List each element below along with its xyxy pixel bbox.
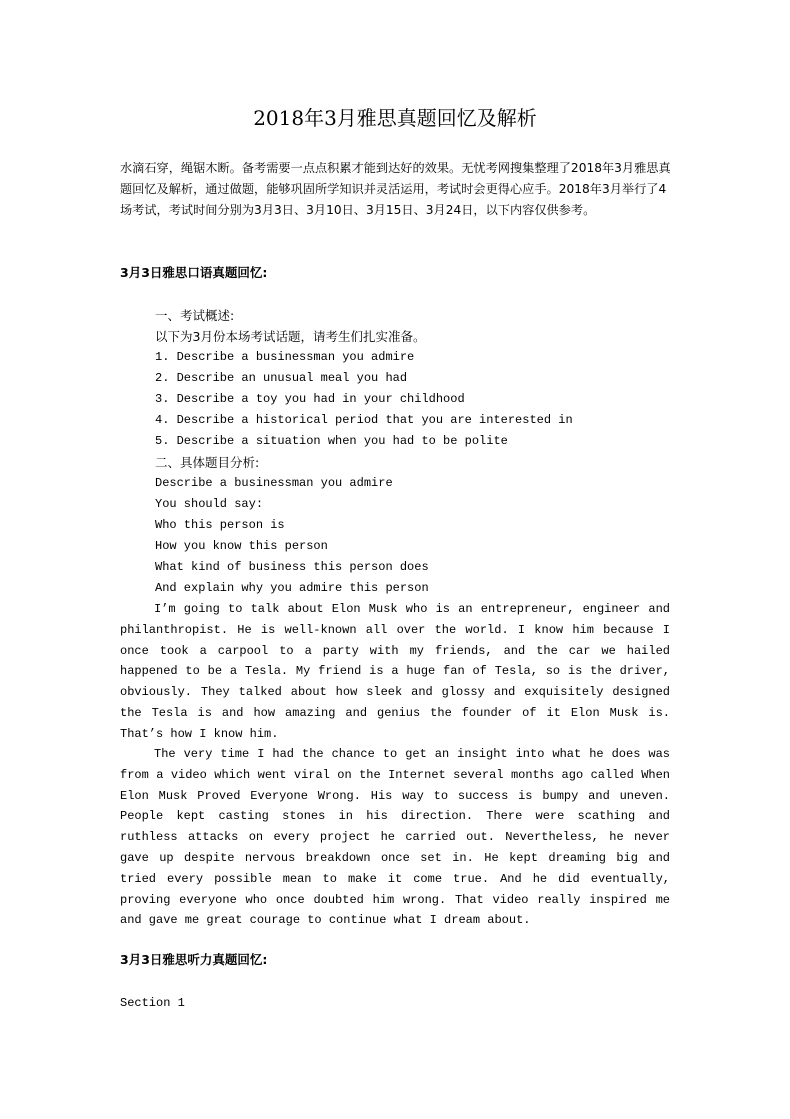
cue-card-line: Describe a businessman you admire xyxy=(155,476,393,490)
listening-heading: 3月3日雅思听力真题回忆: xyxy=(120,952,268,967)
topic-item: 4. Describe a historical period that you are interested in xyxy=(155,413,573,427)
answer-paragraph-2: The very time I had the chance to get an insight into what he does was from a video which went viral on the Internet several months ago called When Elon Musk Proved Everyone Wrong. His way to success is bumpy and uneven. People kept casting stones in his direction. There were scathing and ruthless attacks on every project he carried out. Nevertheless, he never gave up despite nervous breakdown once set in. He kept dreaming big and tried every possible mean to make it come true. And he did eventually, proving everyone who once doubted him wrong. That video really inspired me and gave me great courage to continue what I dream about. xyxy=(120,747,670,928)
cue-card-line: What kind of business this person does xyxy=(155,560,429,574)
topic-item: 2. Describe an unusual meal you had xyxy=(155,371,408,385)
section-label: Section 1 xyxy=(120,996,185,1010)
cue-card-line: How you know this person xyxy=(155,539,328,553)
topic-item: 5. Describe a situation when you had to be polite xyxy=(155,434,508,448)
topic-item: 1. Describe a businessman you admire xyxy=(155,350,415,364)
overview-block xyxy=(155,305,675,599)
overview-text: 以下为3月份本场考试话题，请考生们扎实准备。 xyxy=(155,329,426,344)
cue-card-line: And explain why you admire this person xyxy=(155,581,429,595)
speaking-heading: 3月3日雅思口语真题回忆: xyxy=(120,265,268,280)
cue-card-line: You should say: xyxy=(155,497,264,511)
answer-paragraph-1: I’m going to talk about Elon Musk who is an entrepreneur, engineer and philanthropist. He is well-known all over the world. I know him because I once took a carpool to a party with my friends, and the car we hailed happened to be a Tesla. My friend is a huge fan of Tesla, so is the driver, obviously. They talked about how sleek and glossy and exquisitely designed the Tesla is and how amazing and genius the founder of it Elon Musk is. That’s how I know him. xyxy=(120,602,670,741)
topic-item: 3. Describe a toy you had in your childhood xyxy=(155,392,465,406)
overview-label: 一、考试概述: xyxy=(155,308,235,323)
intro-paragraph: 水滴石穿，绳锯木断。备考需要一点点积累才能到达好的效果。无忧考网搜集整理了2018年3月雅思真题回忆及解析，通过做题，能够巩固所学知识并灵活运用，考试时会更得心应手。2018年3月举行了4场考试，考试时间分别为3月3日、3月10日、3月15日、3月24日，以下内容仅供参考。 xyxy=(120,161,671,217)
document-title: 2018年3月雅思真题回忆及解析 xyxy=(253,106,537,130)
cue-card-line: Who this person is xyxy=(155,518,285,532)
analysis-label: 二、具体题目分析: xyxy=(155,455,260,470)
